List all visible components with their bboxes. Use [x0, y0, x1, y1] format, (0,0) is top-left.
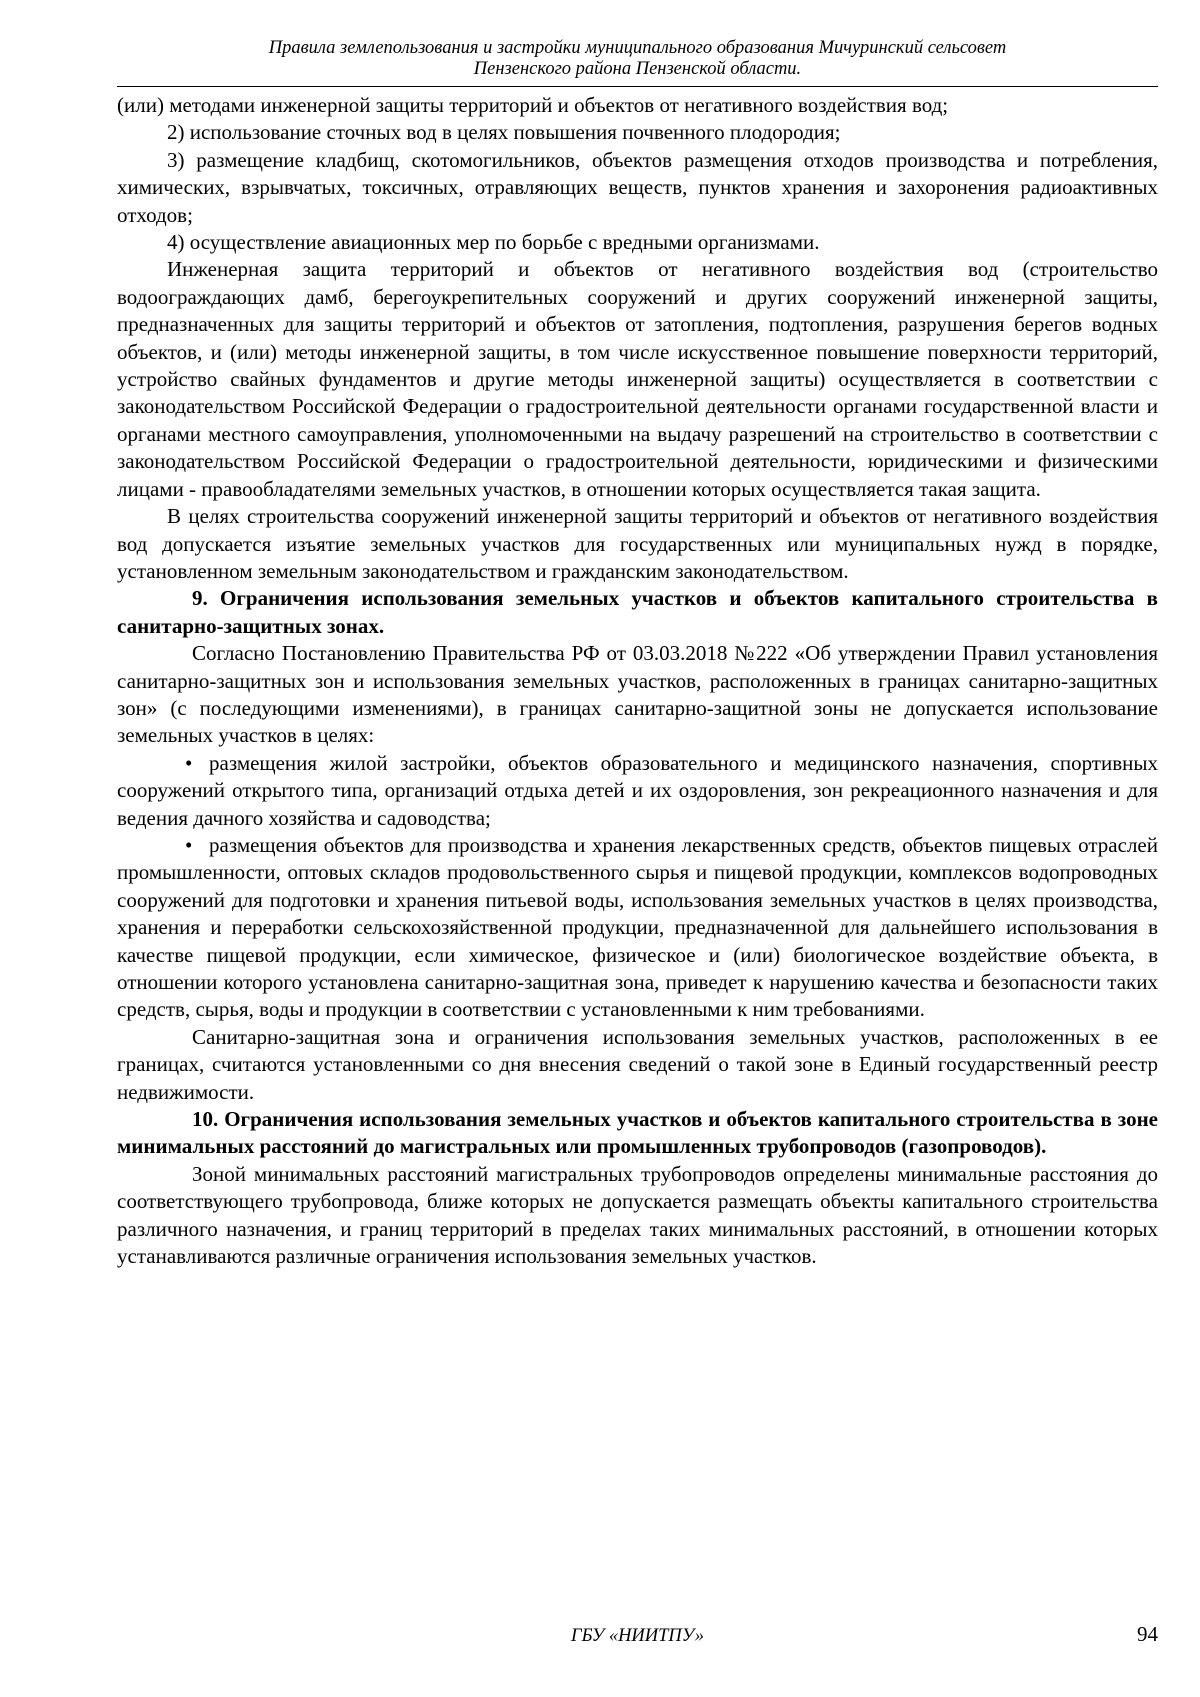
- section-heading-9: 9. Ограничения использования земельных участков и объектов капитального строительства в санитарно-защитных зонах.: [117, 586, 1158, 638]
- list-item-2: 2) использование сточных вод в целях повышения почвенного плодородия;: [167, 120, 841, 145]
- paragraph-land-withdrawal: В целях строительства сооружений инженерной защиты территорий и объектов от негативного воздействия вод допускается изъятие земельных участков для государственных или муниципальных нужд в порядке, установленном земельным законодательством и гражданским законодательством.: [117, 504, 1158, 583]
- bullet-text: размещения жилой застройки, объектов образовательного и медицинского назначения, спортивных сооружений открытого типа, организаций отдыха детей и их оздоровления, зон рекреационного назначения и для ведения дачного хозяйства и садоводства;: [117, 750, 1158, 830]
- bullet-icon: •: [185, 750, 193, 775]
- footer-organization: ГБУ «НИИТПУ»: [571, 1626, 704, 1646]
- bullet-item: [117, 832, 1158, 1024]
- paragraph-sanitary-zone: Санитарно-защитная зона и ограничения использования земельных участков, расположенных в ее границах, считаются установленными со дня внесения сведений о такой зоне в Единый государственный реестр недвижимости.: [117, 1024, 1158, 1104]
- paragraph-continuation: (или) методами инженерной защиты территорий и объектов от негативного воздействия вод;: [117, 93, 949, 117]
- header-line-2: Пензенского района Пензенской области.: [473, 59, 802, 79]
- section-heading-10: 10. Ограничения использования земельных участков и объектов капитального строительства в зоне минимальных расстояний до магистральных или промышленных трубопроводов (газопроводов).: [117, 1107, 1158, 1159]
- bullet-item: [117, 750, 1158, 832]
- paragraph-decree-reference: Согласно Постановлению Правительства РФ от 03.03.2018 №222 «Об утверждении Правил установления санитарно-защитных зон и использования земельных участков, расположенных в границах санитарно-защитных зон» (с последующими изменениями), в границах санитарно-защитной зоны не допускается использование земельных участков в целях:: [117, 641, 1158, 748]
- paragraph-engineering-protection: Инженерная защита территорий и объектов от негативного воздействия вод (строительство водоограждающих дамб, берегоукрепительных сооружений и других сооружений инженерной защиты, предназначенных для защиты территорий и объектов от затопления, подтопления, разрушения берегов водных объектов, и (или) методы инженерной защиты, в том числе искусственное повышение поверхности территорий, устройство свайных фундаментов и другие методы инженерной защиты) осуществляется в соответствии с законодательством Российской Федерации о градостроительной деятельности органами государственной власти и органами местного самоуправления, уполномоченными на выдачу разрешений на строительство в соответствии с законодательством Российской Федерации о градостроительной деятельности, юридическими и физическими лицами - правообладателями земельных участков, в отношении которых осуществляется такая защита.: [117, 257, 1158, 501]
- bullet-icon: •: [185, 832, 193, 857]
- header-line-1: Правила землепользования и застройки муниципального образования Мичуринский сельсовет: [268, 38, 1007, 58]
- page-header: [117, 38, 1158, 80]
- page-number: 94: [1137, 1622, 1158, 1646]
- paragraph-minimum-distances: Зоной минимальных расстояний магистральных трубопроводов определены минимальные расстояния до соответствующего трубопровода, ближе которых не допускается размещать объекты капитального строительства различного назначения, и границ территорий в пределах таких минимальных расстояний, в отношении которых устанавливаются различные ограничения использования земельных участков.: [117, 1161, 1158, 1269]
- document-body: [117, 92, 1158, 1270]
- list-item-4: 4) осуществление авиационных мер по борьбе с вредными организмами.: [167, 230, 820, 255]
- bullet-text: размещения объектов для производства и хранения лекарственных средств, объектов пищевых отраслей промышленности, оптовых складов продовольственного сырья и пищевой продукции, комплексов водопроводных сооружений для подготовки и хранения питьевой воды, использования земельных участков в целях производства, хранения и переработки сельскохозяйственной продукции, предназначенной для дальнейшего использования в качестве пищевой продукции, если химическое, физическое и (или) биологическое воздействие объекта, в отношении которого установлена санитарно-защитная зона, приведет к нарушению качества и безопасности таких средств, сырья, воды и продукции в соответствии с установленными к ним требованиями.: [117, 832, 1158, 1022]
- list-item-3: 3) размещение кладбищ, скотомогильников, объектов размещения отходов производства и потребления, химических, взрывчатых, токсичных, отравляющих веществ, пунктов хранения и захоронения радиоактивных отходов;: [117, 147, 1158, 227]
- header-divider: [117, 86, 1158, 87]
